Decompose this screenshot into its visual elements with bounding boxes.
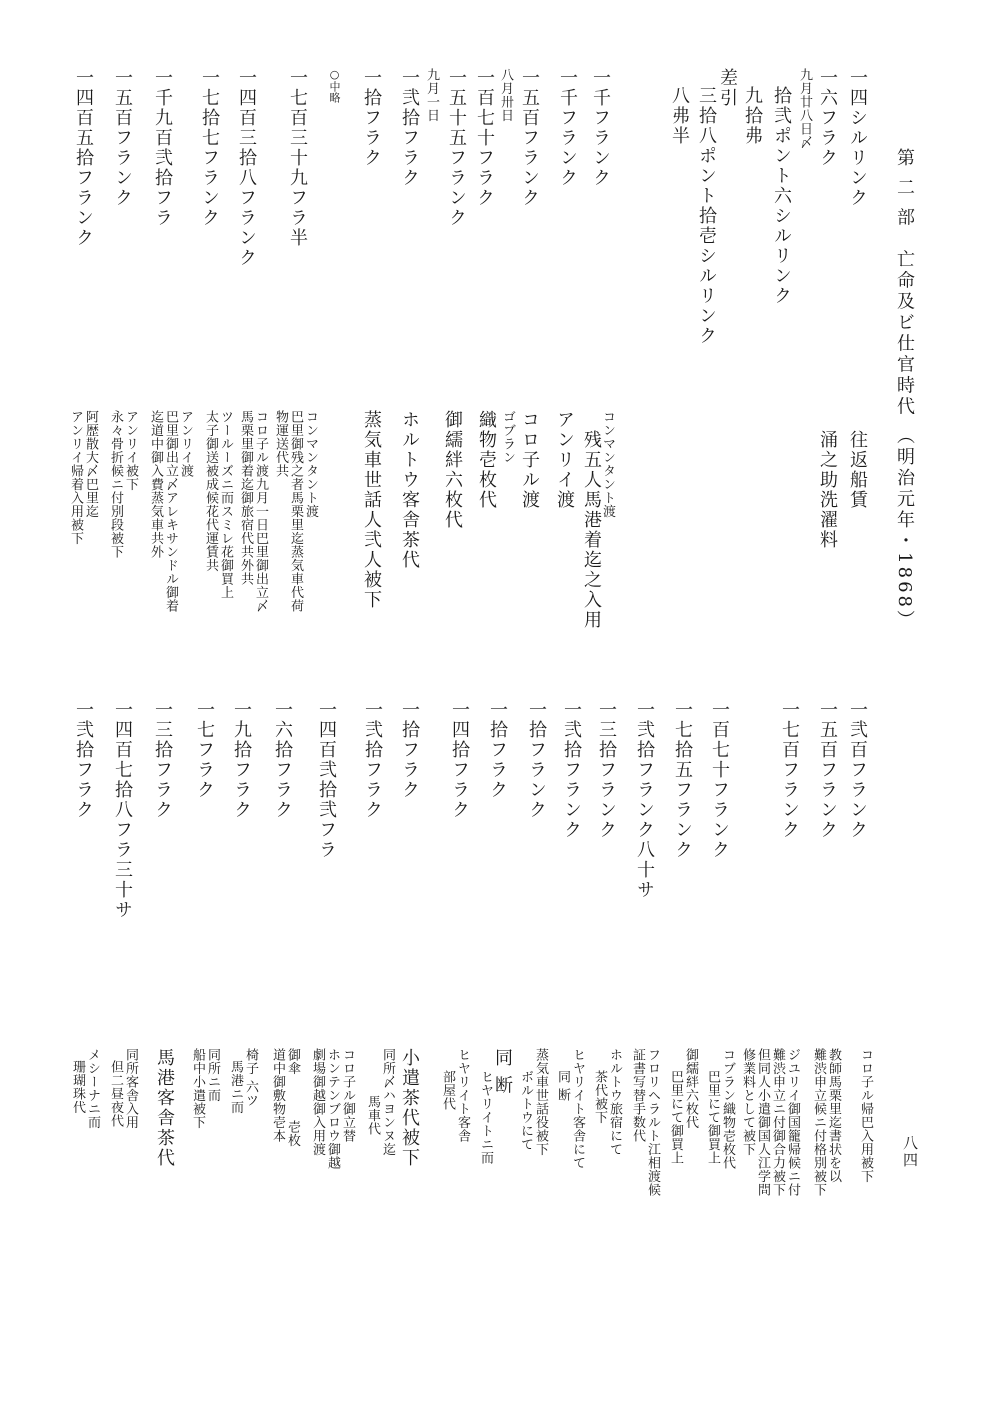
amount-entry: 一四百七拾八フラ三十サ — [112, 700, 133, 920]
item-description: 難渋申立ニ付御合力被下 — [770, 1048, 786, 1197]
item-description: 茶代被下 — [592, 1070, 608, 1124]
item-description: 巴里にて御買上 — [668, 1070, 684, 1165]
item-description: アンリイ帰着入用被下 — [68, 410, 84, 545]
item-description: 太子御送被成候花代運賃共 — [203, 410, 219, 572]
amount-entry: 一六フラク — [817, 68, 838, 168]
item-description: アンリイ渡 — [178, 410, 194, 478]
item-description: ゴブラン — [500, 410, 516, 464]
item-description: ボルトウにて — [518, 1070, 534, 1151]
item-description: フロリヘラルト江相渡候 — [645, 1048, 661, 1197]
item-description: 涌之助洗濯料 — [817, 430, 838, 550]
amount-entry: 一七フラク — [194, 700, 215, 800]
item-description: 船中小遣被下 — [190, 1048, 206, 1129]
item-description: 織物壱枚代 — [476, 410, 497, 510]
item-description: 御傘 — [285, 1048, 301, 1075]
item-description: 馬栗里御着迄御旅宿代共外共 — [238, 410, 254, 586]
amount-entry: 一千フランク — [557, 68, 578, 188]
item-description: 同所〆ハヨンヌ迄 — [380, 1048, 396, 1156]
amount-entry: 一四百三拾八フランク — [236, 68, 257, 268]
amount-entry: 一弐拾フラク — [73, 700, 94, 820]
amount-entry: 一九拾フラク — [231, 700, 252, 820]
item-description: 蒸気車世話役被下 — [533, 1048, 549, 1156]
amount-entry: 八弗半 — [669, 86, 690, 146]
omission-mark: ○中略 — [328, 68, 341, 103]
amount-entry: 一千九百弐拾フラ — [152, 68, 173, 228]
amount-entry: 一拾フラク — [399, 700, 420, 800]
amount-entry: 一五十五フランク — [446, 68, 467, 228]
item-description: コロ子ル御立替 — [340, 1048, 356, 1143]
amount-entry: 一弐拾フランク八十サ — [634, 700, 655, 900]
item-description: 御繻絆六枚代 — [683, 1048, 699, 1129]
amount-entry: 三拾八ポント拾壱シルリンク — [696, 86, 717, 346]
item-description: 物運送代共 — [273, 410, 289, 478]
amount-entry: 拾弐ポント六シルリンク — [771, 86, 792, 306]
item-description: 同 断 — [555, 1070, 571, 1102]
amount-entry: 一百七十フランク — [709, 700, 730, 860]
amount-entry: 一五百フランク — [519, 68, 540, 208]
amount-entry: 一四百弐拾弐フラ — [316, 700, 337, 860]
item-description: 巴里御残之者馬栗里迄蒸気車代荷 — [288, 410, 304, 613]
amount-entry: 一四シルリンク — [847, 68, 868, 208]
date-note: 九月一日 — [424, 68, 440, 122]
item-description: 小遣茶代被下 — [399, 1048, 420, 1168]
item-description: 阿歴散大〆巴里迄 — [83, 410, 99, 518]
item-description: コロ子ル渡九月一日巴里御出立〆 — [253, 410, 269, 613]
item-description: 教師馬栗里迄書状を以 — [826, 1048, 842, 1183]
item-description: 同所客舎入用 — [123, 1048, 139, 1129]
amount-entry: 一四百五拾フランク — [73, 68, 94, 248]
item-description: 椅子 — [243, 1048, 259, 1075]
item-description: 同 断 — [492, 1048, 513, 1096]
item-description: 同所ニ而 — [205, 1048, 221, 1102]
item-description: コンマンタント渡 — [303, 410, 319, 518]
item-description: 証書写替手数代 — [630, 1048, 646, 1143]
item-description: 巴里御出立〆アレキサンドル御着 — [163, 410, 179, 613]
amount-entry: 一五百フランク — [817, 700, 838, 840]
item-description: 馬車代 — [365, 1095, 381, 1136]
item-description: 劇場御越御入用渡 — [310, 1048, 326, 1156]
item-description: 六ツ — [243, 1080, 259, 1107]
date-note: 九月廿八日〆 — [797, 68, 813, 149]
amount-entry: 一四拾フラク — [449, 700, 470, 820]
item-description: 馬港客舎茶代 — [154, 1048, 175, 1168]
amount-entry: 一七拾五フランク — [672, 700, 693, 860]
item-description: ヒヤリイト客舎にて — [570, 1048, 586, 1170]
subtotal-label: 差引 — [717, 68, 738, 108]
item-description: 御繻絆六枚代 — [442, 410, 463, 530]
page-number: 八四 — [901, 1135, 919, 1169]
amount-entry: 一弐百フランク — [847, 700, 868, 840]
item-description: ジユリイ御国籠帰候ニ付 — [785, 1048, 801, 1197]
item-description: 馬港ニ而 — [228, 1060, 244, 1114]
item-description: コロ子ル渡 — [519, 410, 540, 510]
item-description: 巴里にて御買上 — [705, 1070, 721, 1165]
amount-entry: 一六拾フラク — [272, 700, 293, 820]
item-description: 残五人馬港着迄之入用 — [581, 430, 602, 630]
item-description: コロ子ル帰巴入用被下 — [858, 1048, 874, 1183]
item-description: コンマンタント渡 — [600, 410, 616, 518]
item-description: 迄道中御入費蒸気車共外 — [148, 410, 164, 559]
amount-entry: 一拾フランク — [526, 700, 547, 820]
item-description: 往返船賃 — [847, 430, 868, 510]
amount-entry: 一七拾七フランク — [199, 68, 220, 228]
item-description: 永々骨折候ニ付別段被下 — [108, 410, 124, 559]
amount-entry: 一弐拾フラク — [399, 68, 420, 188]
amount-entry: 一三拾フランク — [596, 700, 617, 840]
item-description: 珊瑚珠代 — [70, 1060, 86, 1114]
amount-entry: 一五百フランク — [112, 68, 133, 208]
item-description: 道中御敷物壱本 — [270, 1048, 286, 1143]
amount-entry: 一拾フラク — [361, 68, 382, 168]
amount-entry: 九拾弗 — [742, 86, 763, 146]
page-header: 第 二 部 亡命及ビ仕官時代 （明治元年・1868） — [894, 148, 915, 631]
amount-entry: 一七百フランク — [779, 700, 800, 840]
item-description: ツールーズニ而スミレ花御買上 — [218, 410, 234, 599]
item-description: コブラン織物壱枚代 — [720, 1048, 736, 1170]
item-description: 部屋代 — [440, 1070, 456, 1111]
item-description: ホルトウ客舎茶代 — [399, 410, 420, 570]
item-description: 修業料として被下 — [740, 1048, 756, 1156]
amount-entry: 一百七十フラク — [474, 68, 495, 208]
item-description: ホルトウ旅宿にて — [607, 1048, 623, 1156]
amount-entry: 一七百三十九フラ半 — [287, 68, 308, 248]
amount-entry: 一拾フラク — [487, 700, 508, 800]
item-description: 但二昼夜代 — [108, 1060, 124, 1128]
item-description: ホンテンブロウ御越 — [325, 1048, 341, 1170]
item-description: 壱枚 — [285, 1120, 301, 1147]
amount-entry: 一弐拾フランク — [561, 700, 582, 840]
item-description: 蒸気車世話人弐人被下 — [361, 410, 382, 610]
item-description: メシーナニ而 — [85, 1048, 101, 1129]
item-description: ヒヤリイト客舎 — [455, 1048, 471, 1143]
item-description: ヒヤリイトニ而 — [478, 1070, 494, 1165]
item-description: 但同人小遣御国人江学問 — [755, 1048, 771, 1197]
item-description: アンリイ渡 — [554, 410, 575, 510]
date-note: 八月卅日 — [498, 68, 514, 122]
amount-entry: 一弐拾フラク — [362, 700, 383, 820]
item-description: 難渋申立候ニ付格別被下 — [811, 1048, 827, 1197]
amount-entry: 一三拾フラク — [152, 700, 173, 820]
item-description: アンリイ被下 — [123, 410, 139, 491]
amount-entry: 一千フランク — [590, 68, 611, 188]
